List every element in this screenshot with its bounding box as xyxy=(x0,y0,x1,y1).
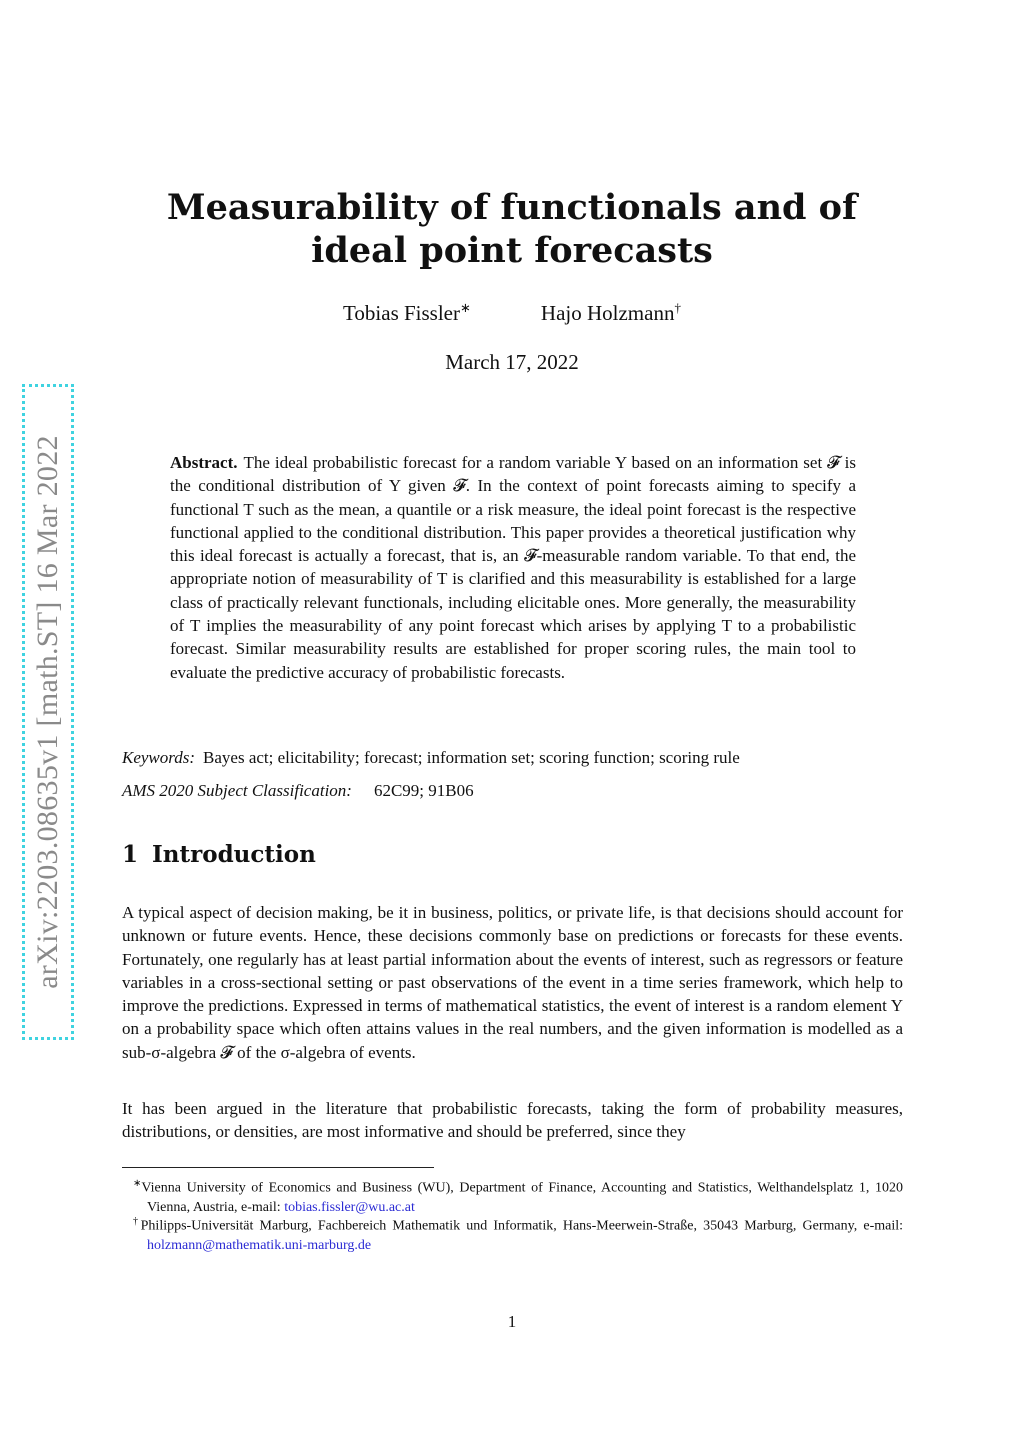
author-footnote-mark[interactable]: ∗ xyxy=(460,300,471,315)
footnote xyxy=(122,1212,903,1255)
email-link[interactable]: tobias.fissler@wu.ac.at xyxy=(284,1199,415,1215)
footnote-text: Philipps-Universität Marburg, Fachbereich Mathematik und Informatik, Hans-Meerwein-Straße, 35043 Marburg, Germany, e-mail: xyxy=(140,1218,904,1234)
keywords-text: Bayes act; elicitability; forecast; information set; scoring function; scoring rule xyxy=(203,748,740,767)
author-list xyxy=(120,300,904,326)
footnote-rule xyxy=(122,1167,434,1168)
keywords xyxy=(122,748,906,768)
arxiv-identifier: arXiv:2203.08635v1 [math.ST] 16 Mar 2022 xyxy=(31,435,65,989)
section-title: Introduction xyxy=(152,841,316,868)
author: Hajo Holzmann† xyxy=(540,300,681,325)
body-paragraph: A typical aspect of decision making, be it in business, politics, or private life, is that decisions should account for unknown or future events. Hence, these decisions commonly base on predictions or forecasts for these events. Fortunately, one regularly has at least partial information about the events of interest, such as regressors or feature variables in a cross-sectional setting or past observations of the event in a time series framework, which help to improve the predictions. Expressed in terms of mathematical statistics, the event of interest is a random element Y on a probability space which often attains values in the real numbers, and the given information is modelled as a sub-σ-algebra 𝓕 of the σ-algebra of events. xyxy=(122,903,903,1062)
paper-date: March 17, 2022 xyxy=(445,350,579,374)
ams-label: AMS 2020 Subject Classification: xyxy=(122,781,352,800)
email-link[interactable]: holzmann@mathematik.uni-marburg.de xyxy=(147,1237,372,1253)
footnote-mark: ∗ xyxy=(133,1178,142,1189)
body-paragraph: It has been argued in the literature that probabilistic forecasts, taking the form of probability measures, distributions, or densities, are most informative and should be preferred, since they xyxy=(122,1099,903,1142)
paper-title: Measurability of functionals and of ideal point forecasts xyxy=(166,187,858,271)
keywords-label: Keywords: xyxy=(122,748,196,767)
footnote-text: Vienna University of Economics and Business (WU), Department of Finance, Accounting and Statistics, Welthandelsplatz 1, 1020 Vienna, Austria, e-mail: xyxy=(141,1180,903,1215)
abstract xyxy=(170,451,856,684)
ams-codes: 62C99; 91B06 xyxy=(373,781,474,800)
arxiv-stamp[interactable] xyxy=(22,384,74,1040)
footnote xyxy=(122,1174,903,1217)
section-heading xyxy=(122,841,316,868)
abstract-text: The ideal probabilistic forecast for a random variable Y based on an information set 𝓕 is the conditional distribution of Y given 𝓕. In the context of point forecasts aiming to specify a functional T such as the mean, a quantile or a risk measure, the ideal point forecast is the respective functional applied to the conditional distribution. This paper provides a theoretical justification why this ideal forecast is actually a forecast, that is, an 𝓕-measurable random variable. To that end, the appropriate notion of measurability of T is clarified and this measurability is established for a large class of practically relevant functionals, including elicitable ones. More generally, the measurability of T implies the measurability of any point forecast which arises by applying T to a probabilistic forecast. Similar measurability results are established for proper scoring rules, the main tool to evaluate the predictive accuracy of probabilistic forecasts. xyxy=(170,453,856,682)
abstract-label: Abstract. xyxy=(170,453,238,472)
author-footnote-mark[interactable]: † xyxy=(674,300,681,315)
page-number: 1 xyxy=(507,1312,517,1331)
section-number: 1 xyxy=(122,841,139,868)
footnote-mark: † xyxy=(133,1216,141,1227)
author: Tobias Fissler∗ xyxy=(343,300,471,325)
ams-classification xyxy=(122,781,906,801)
